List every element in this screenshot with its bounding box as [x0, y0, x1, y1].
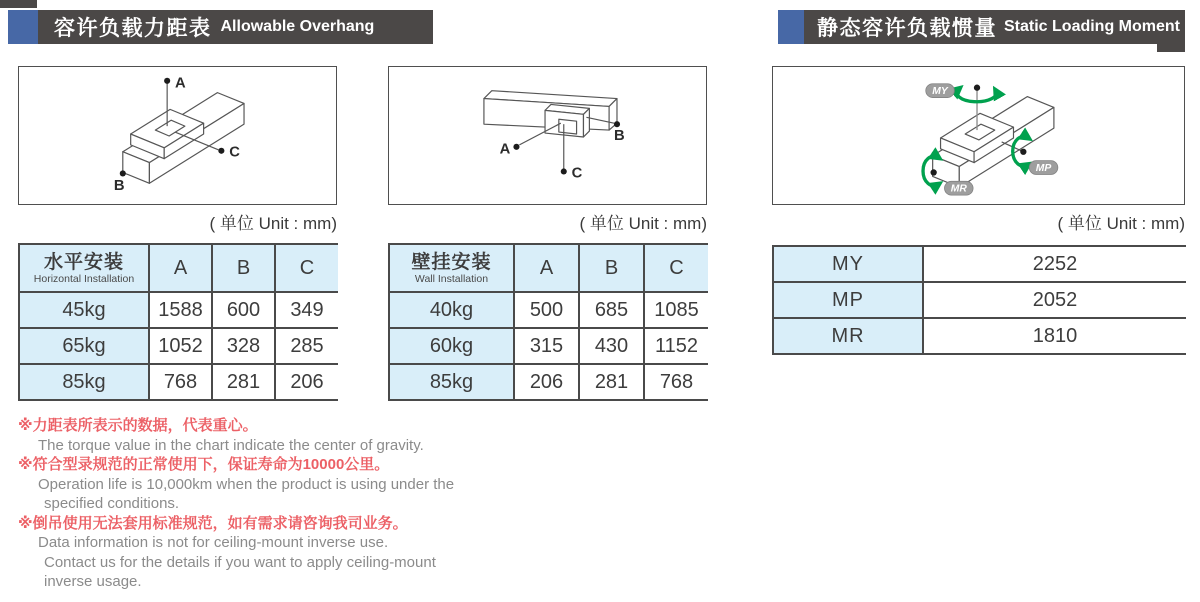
col-header-a: A — [514, 244, 579, 292]
load-cell: 85kg — [389, 364, 514, 400]
static-moment-title-en: Static Loading Moment — [1004, 18, 1180, 35]
overhang-section-header — [8, 10, 433, 44]
static-moment-diagram — [772, 66, 1185, 205]
horizontal-install-diagram — [18, 66, 337, 205]
value-cell: 768 — [644, 364, 708, 400]
footnote-en: Contact us for the details if you want to apply ceiling-mount — [44, 553, 436, 571]
install-type-cn: 水平安装 — [43, 251, 124, 273]
slider-center-mark — [559, 119, 577, 134]
footnote-en: The torque value in the chart indicate the center of gravity. — [38, 436, 424, 454]
col-header-b: B — [212, 244, 275, 292]
wall-install-diagram — [388, 66, 707, 205]
dim-label-a: A — [175, 75, 186, 92]
mp-badge-label: MP — [1035, 162, 1052, 174]
col-header-b: B — [579, 244, 644, 292]
load-cell: 45kg — [19, 292, 149, 328]
slider-end-face — [583, 108, 589, 137]
footnote-en: Operation life is 10,000km when the product is using under the — [38, 475, 455, 493]
header-accent-square — [8, 10, 38, 44]
horizontal-rail-diagram-icon — [19, 67, 336, 204]
footnote-en: inverse usage. — [44, 573, 142, 590]
col-header-c: C — [275, 244, 338, 292]
static-moment-section-header — [778, 10, 1185, 44]
table-row — [389, 328, 708, 364]
horizontal-install-table — [18, 243, 338, 401]
table-row — [773, 282, 1186, 318]
overhang-title-cn: 容许负载力距表 — [54, 17, 212, 40]
value-cell: 281 — [212, 364, 275, 400]
table-row — [389, 364, 708, 400]
dim-label-a: A — [499, 141, 511, 158]
install-type-en: Wall Installation — [414, 272, 489, 285]
load-cell: 60kg — [389, 328, 514, 364]
value-cell: 2252 — [923, 246, 1186, 282]
my-axis-point — [974, 85, 980, 91]
moment-label-cell: MY — [773, 246, 923, 282]
value-cell: 206 — [514, 364, 579, 400]
table-row — [19, 292, 338, 328]
value-cell: 600 — [212, 292, 275, 328]
dim-point-a — [513, 144, 519, 150]
value-cell: 430 — [579, 328, 644, 364]
table-row — [389, 292, 708, 328]
value-cell: 206 — [275, 364, 338, 400]
table-header-row — [389, 244, 708, 292]
value-cell: 328 — [212, 328, 275, 364]
moment-label-cell: MP — [773, 282, 923, 318]
overhang-title-en: Allowable Overhang — [220, 18, 375, 35]
col-header-a: A — [149, 244, 212, 292]
dim-label-c: C — [571, 165, 583, 182]
header-accent-square — [778, 10, 804, 44]
value-cell: 500 — [514, 292, 579, 328]
mp-axis-point — [1020, 149, 1026, 155]
dim-point-c — [561, 168, 567, 174]
table-row — [19, 328, 338, 364]
static-moment-table — [772, 245, 1186, 355]
dim-label-c: C — [229, 144, 240, 161]
wall-install-table — [388, 243, 708, 401]
value-cell: 1085 — [644, 292, 708, 328]
dim-point-c — [218, 148, 224, 154]
moment-label-cell: MR — [773, 318, 923, 354]
static-moment-title-cn: 静态容许负载惯量 — [817, 17, 997, 40]
footnote-cn: ※力距表所表示的数据，代表重心。 — [18, 417, 258, 434]
value-cell: 349 — [275, 292, 338, 328]
header-step-strip-left — [0, 0, 37, 8]
dim-point-b — [614, 121, 620, 127]
value-cell: 685 — [579, 292, 644, 328]
mr-badge-label: MR — [950, 183, 967, 195]
value-cell: 1810 — [923, 318, 1186, 354]
value-cell: 281 — [579, 364, 644, 400]
col-header-c: C — [644, 244, 708, 292]
value-cell: 1152 — [644, 328, 708, 364]
dim-label-b: B — [113, 178, 125, 195]
install-type-en: Horizontal Installation — [33, 272, 135, 285]
mr-axis-point — [931, 169, 937, 175]
unit-label: ( 单位 Unit : mm) — [579, 214, 707, 233]
load-cell: 40kg — [389, 292, 514, 328]
footnote-cn: ※倒吊使用无法套用标准规范，如有需求请咨询我司业务。 — [18, 514, 408, 532]
value-cell: 315 — [514, 328, 579, 364]
value-cell: 1588 — [149, 292, 212, 328]
table-row — [773, 318, 1186, 354]
unit-label: ( 单位 Unit : mm) — [1057, 214, 1185, 233]
install-type-header — [389, 244, 514, 292]
footnote-en: specified conditions. — [44, 495, 180, 512]
value-cell: 768 — [149, 364, 212, 400]
footnote-en: Data information is not for ceiling-mount inverse use. — [38, 534, 389, 551]
table-header-row — [19, 244, 338, 292]
dim-point-b — [120, 170, 126, 176]
install-type-cn: 壁挂安装 — [411, 251, 492, 273]
dim-label-b: B — [614, 127, 625, 144]
footnotes — [18, 416, 498, 592]
footnote-cn: ※符合型录规范的正常使用下，保证寿命为10000公里。 — [18, 456, 390, 473]
wall-rail-diagram-icon — [389, 67, 706, 204]
load-cell: 85kg — [19, 364, 149, 400]
table-row — [19, 364, 338, 400]
value-cell: 2052 — [923, 282, 1186, 318]
load-cell: 65kg — [19, 328, 149, 364]
dim-point-a — [164, 78, 170, 84]
value-cell: 1052 — [149, 328, 212, 364]
my-badge-label: MY — [932, 86, 948, 98]
value-cell: 285 — [275, 328, 338, 364]
header-step-strip-right — [1157, 44, 1185, 52]
table-row — [773, 246, 1186, 282]
unit-label: ( 单位 Unit : mm) — [209, 214, 337, 233]
moment-rail-diagram-icon — [773, 67, 1184, 204]
install-type-header — [19, 244, 149, 292]
